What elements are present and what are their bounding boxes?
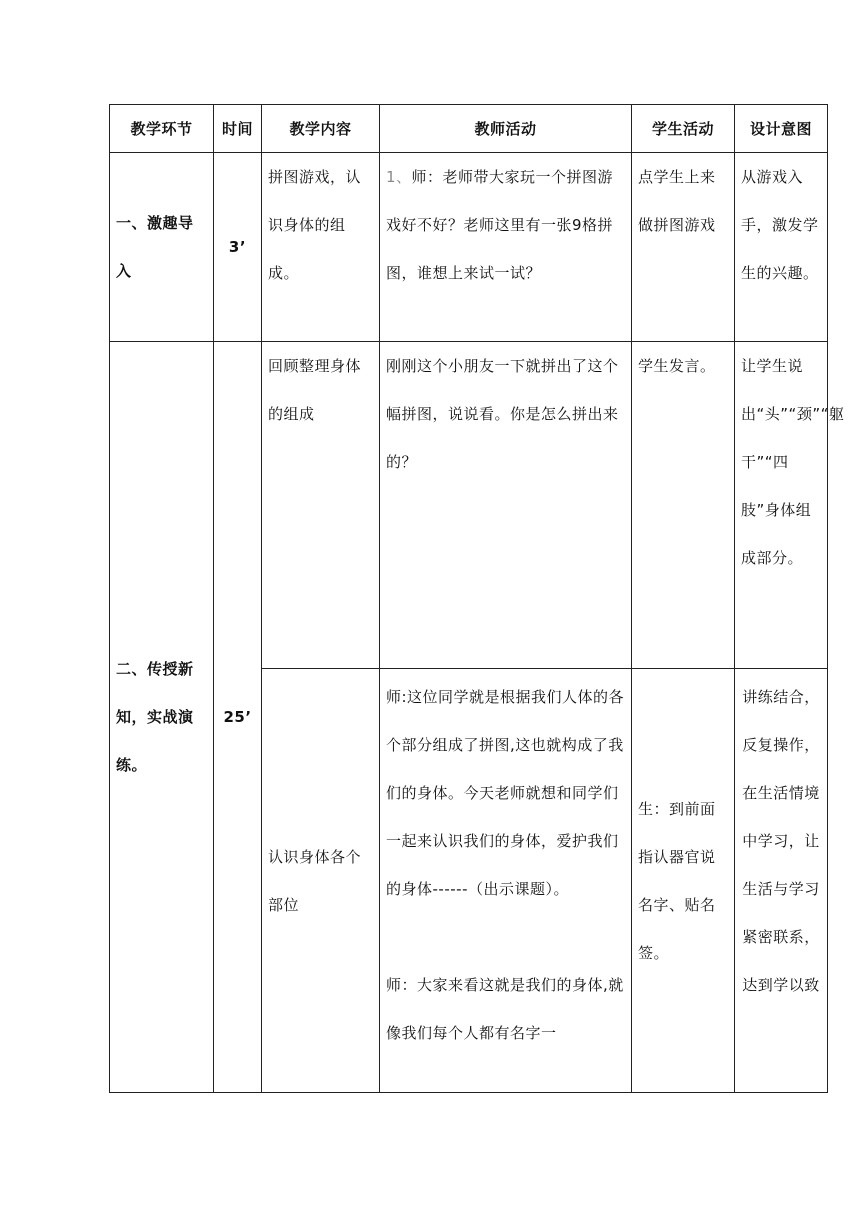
student-activity-cell: 生：到前面指认器官说名字、贴名签。 <box>632 669 735 1093</box>
header-stage: 教学环节 <box>110 105 214 153</box>
stage-cell: 一、激趣导入 <box>110 153 214 342</box>
content-cell: 回顾整理身体的组成 <box>262 342 380 669</box>
time-cell: 3’ <box>214 153 262 342</box>
header-design-intent: 设计意图 <box>735 105 828 153</box>
teacher-activity-cell: 师:这位同学就是根据我们人体的各个部分组成了拼图,这也就构成了我们的身体。今天老师就想和同学们一起来认识我们的身体，爱护我们的身体------（出示课题）。 师：大家来看这就是我们的身体,就像我们每个人都有名字一 <box>380 669 632 1093</box>
header-teacher-activity: 教师活动 <box>380 105 632 153</box>
content-cell: 认识身体各个部位 <box>262 669 380 1093</box>
design-intent-cell: 从游戏入手，激发学生的兴趣。 <box>735 153 828 342</box>
teacher-activity-cell: 刚刚这个小朋友一下就拼出了这个幅拼图，说说看。你是怎么拼出来的？ <box>380 342 632 669</box>
header-content: 教学内容 <box>262 105 380 153</box>
student-activity-cell: 学生发言。 <box>632 342 735 669</box>
header-time: 时间 <box>214 105 262 153</box>
header-student-activity: 学生活动 <box>632 105 735 153</box>
design-intent-cell: 让学生说出“头”“颈”“躯干”“四肢”身体组成部分。 <box>735 342 828 669</box>
design-intent-cell: 讲练结合，反复操作，在生活情境中学习，让生活与学习紧密联系，达到学以致 <box>735 669 828 1093</box>
table-header-row <box>110 105 828 153</box>
student-activity-cell: 点学生上来做拼图游戏 <box>632 153 735 342</box>
stage-cell: 二、传授新知，实战演练。 <box>110 342 214 1093</box>
item-number: 1、 <box>386 168 412 186</box>
table-row <box>110 342 828 669</box>
teacher-activity-cell <box>380 153 632 342</box>
content-cell: 拼图游戏，认识身体的组成。 <box>262 153 380 342</box>
time-cell: 25’ <box>214 342 262 1093</box>
lesson-plan-table <box>109 104 845 1093</box>
teacher-activity-text: 师：老师带大家玩一个拼图游戏好不好？老师这里有一张9格拼图，谁想上来试一试？ <box>386 168 614 282</box>
table-row <box>110 153 828 342</box>
